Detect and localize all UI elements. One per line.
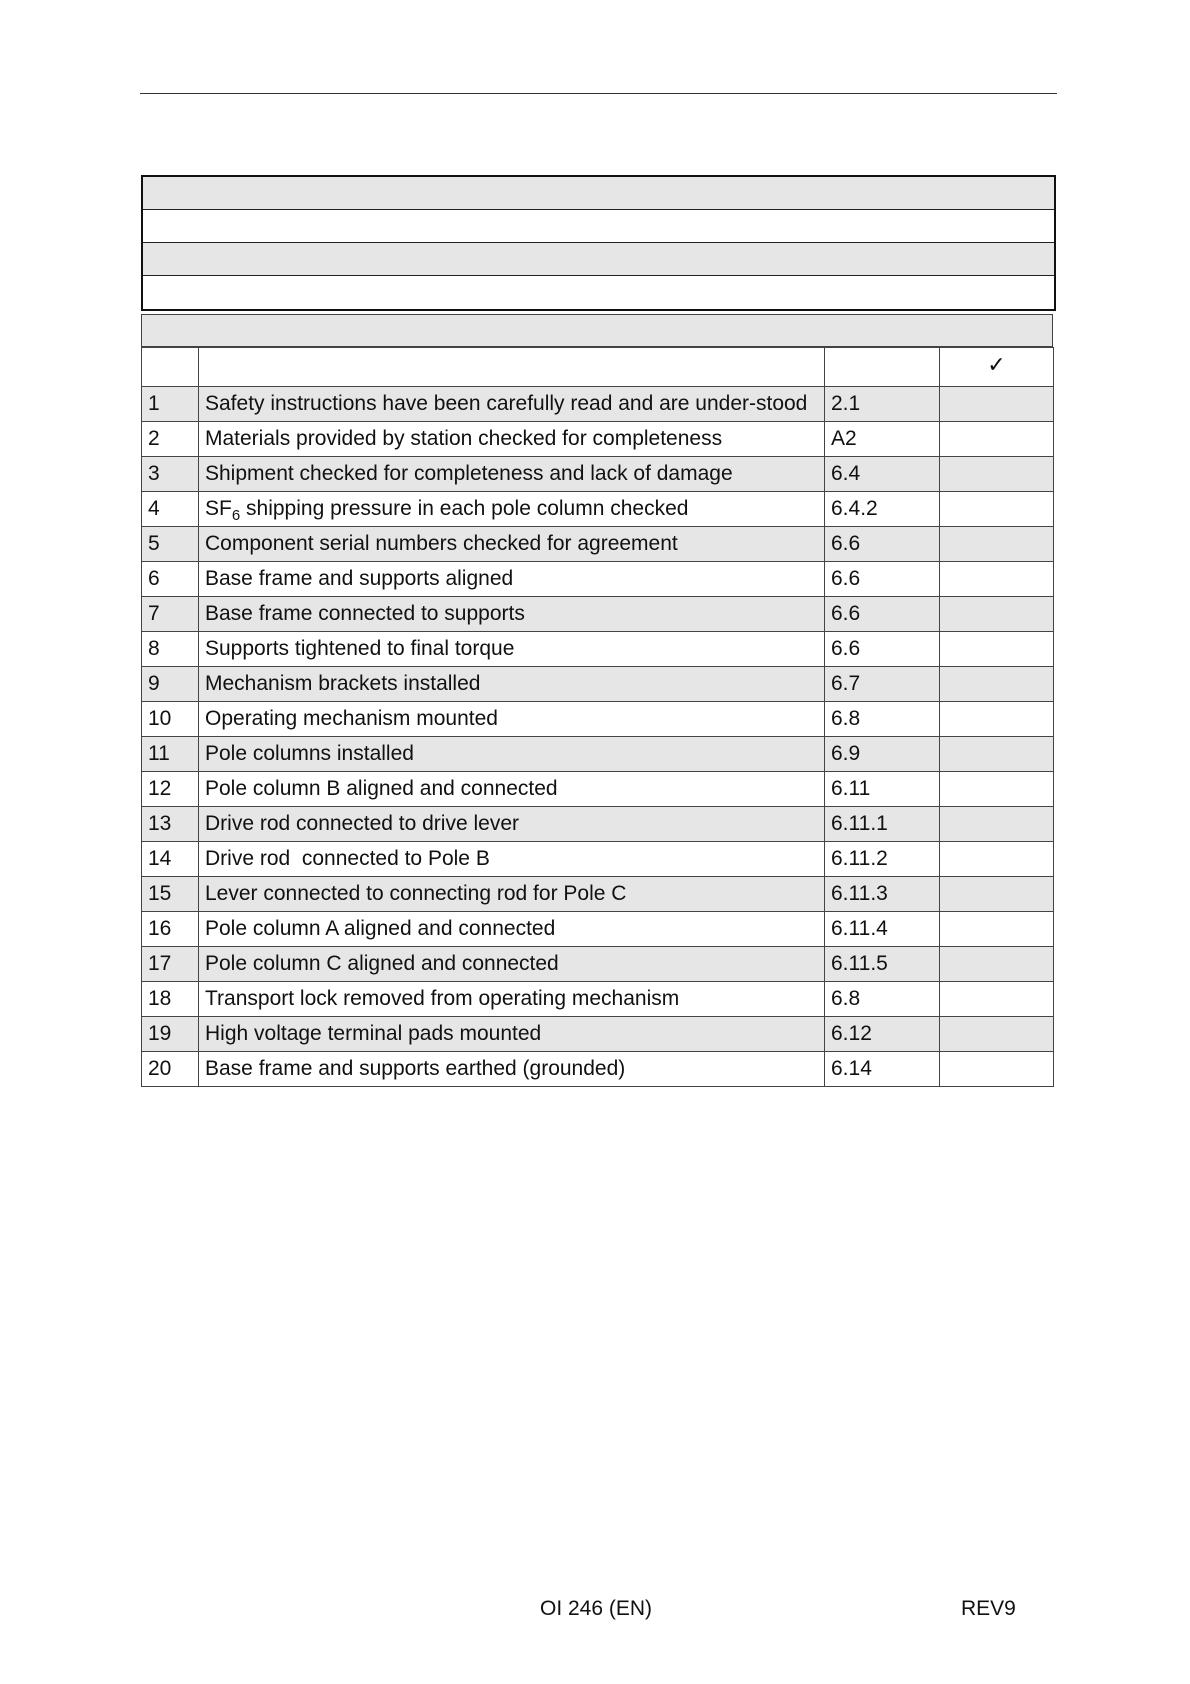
row-number: 17 xyxy=(142,947,199,982)
row-reference: 6.11.5 xyxy=(825,947,940,982)
row-description: Shipment checked for completeness and lack of damage xyxy=(199,457,825,492)
header-box xyxy=(141,175,1056,311)
header-row-3 xyxy=(143,243,1054,276)
row-description: Safety instructions have been carefully read and are under-stood xyxy=(199,387,825,422)
row-reference: 6.11.4 xyxy=(825,912,940,947)
row-description: Base frame and supports earthed (grounded) xyxy=(199,1052,825,1087)
row-number: 19 xyxy=(142,1017,199,1052)
section-bar xyxy=(141,314,1053,347)
row-number: 3 xyxy=(142,457,199,492)
row-reference: 6.11.2 xyxy=(825,842,940,877)
table-row xyxy=(142,842,1054,877)
table-row xyxy=(142,1017,1054,1052)
header-row-2 xyxy=(143,210,1054,243)
row-description: Pole column C aligned and connected xyxy=(199,947,825,982)
row-number: 13 xyxy=(142,807,199,842)
table-row xyxy=(142,772,1054,807)
row-reference: 6.9 xyxy=(825,737,940,772)
row-description: Component serial numbers checked for agreement xyxy=(199,527,825,562)
row-reference: 6.6 xyxy=(825,562,940,597)
row-number: 6 xyxy=(142,562,199,597)
row-reference: 6.8 xyxy=(825,982,940,1017)
table-row xyxy=(142,597,1054,632)
row-description: Supports tightened to final torque xyxy=(199,632,825,667)
row-number: 11 xyxy=(142,737,199,772)
row-description: Pole columns installed xyxy=(199,737,825,772)
row-check-box[interactable] xyxy=(940,947,1054,982)
row-number: 9 xyxy=(142,667,199,702)
table-row xyxy=(142,387,1054,422)
header-row-1 xyxy=(143,177,1054,210)
row-number: 10 xyxy=(142,702,199,737)
row-check-box[interactable] xyxy=(940,737,1054,772)
table-row xyxy=(142,877,1054,912)
description-header xyxy=(199,348,825,387)
row-check-box[interactable] xyxy=(940,527,1054,562)
header-row-4 xyxy=(143,276,1054,309)
table-row xyxy=(142,737,1054,772)
row-description: Drive rod connected to Pole B xyxy=(199,842,825,877)
row-number: 5 xyxy=(142,527,199,562)
row-description: Operating mechanism mounted xyxy=(199,702,825,737)
row-number: 2 xyxy=(142,422,199,457)
row-description: Pole column B aligned and connected xyxy=(199,772,825,807)
row-reference: 6.6 xyxy=(825,527,940,562)
row-check-box[interactable] xyxy=(940,912,1054,947)
table-row xyxy=(142,527,1054,562)
top-rule xyxy=(140,93,1057,94)
table-row xyxy=(142,667,1054,702)
row-check-box[interactable] xyxy=(940,387,1054,422)
checklist-header-row xyxy=(142,348,1054,387)
row-reference: 6.4.2 xyxy=(825,492,940,527)
row-check-box[interactable] xyxy=(940,772,1054,807)
row-check-box[interactable] xyxy=(940,982,1054,1017)
row-number: 8 xyxy=(142,632,199,667)
row-reference: 6.12 xyxy=(825,1017,940,1052)
row-reference: 6.6 xyxy=(825,632,940,667)
row-number: 7 xyxy=(142,597,199,632)
table-row xyxy=(142,562,1054,597)
row-number: 1 xyxy=(142,387,199,422)
row-reference: 2.1 xyxy=(825,387,940,422)
number-header xyxy=(142,348,199,387)
row-description: Pole column A aligned and connected xyxy=(199,912,825,947)
row-check-box[interactable] xyxy=(940,1017,1054,1052)
table-row xyxy=(142,702,1054,737)
row-check-box[interactable] xyxy=(940,597,1054,632)
row-description: Transport lock removed from operating mechanism xyxy=(199,982,825,1017)
row-description: Mechanism brackets installed xyxy=(199,667,825,702)
table-row xyxy=(142,457,1054,492)
row-description: Drive rod connected to drive lever xyxy=(199,807,825,842)
row-description xyxy=(199,492,825,527)
table-row xyxy=(142,807,1054,842)
row-check-box[interactable] xyxy=(940,1052,1054,1087)
row-description: Materials provided by station checked for completeness xyxy=(199,422,825,457)
row-check-box[interactable] xyxy=(940,807,1054,842)
table-row xyxy=(142,982,1054,1017)
reference-header xyxy=(825,348,940,387)
table-row xyxy=(142,1052,1054,1087)
row-reference: 6.4 xyxy=(825,457,940,492)
row-number: 4 xyxy=(142,492,199,527)
row-reference: 6.6 xyxy=(825,597,940,632)
row-reference: 6.8 xyxy=(825,702,940,737)
desc-subscript: 6 xyxy=(231,507,241,524)
row-description: Base frame and supports aligned xyxy=(199,562,825,597)
row-check-box[interactable] xyxy=(940,457,1054,492)
row-number: 16 xyxy=(142,912,199,947)
table-row xyxy=(142,947,1054,982)
row-description: Base frame connected to supports xyxy=(199,597,825,632)
row-reference: 6.11.3 xyxy=(825,877,940,912)
row-check-box[interactable] xyxy=(940,702,1054,737)
row-reference: A2 xyxy=(825,422,940,457)
row-check-box[interactable] xyxy=(940,667,1054,702)
row-description: Lever connected to connecting rod for Pole C xyxy=(199,877,825,912)
table-row xyxy=(142,912,1054,947)
row-check-box[interactable] xyxy=(940,877,1054,912)
table-row xyxy=(142,422,1054,457)
row-description: High voltage terminal pads mounted xyxy=(199,1017,825,1052)
desc-suffix: shipping pressure in each pole column checked xyxy=(240,497,689,520)
row-check-box[interactable] xyxy=(940,562,1054,597)
checkmark-header: ✓ xyxy=(940,348,1054,387)
table-row xyxy=(142,492,1054,527)
desc-prefix: SF xyxy=(205,497,232,520)
row-check-box[interactable] xyxy=(940,422,1054,457)
footer-document-id: OI 246 (EN) xyxy=(540,1597,653,1620)
row-number: 14 xyxy=(142,842,199,877)
row-number: 18 xyxy=(142,982,199,1017)
row-number: 12 xyxy=(142,772,199,807)
row-reference: 6.7 xyxy=(825,667,940,702)
row-check-box[interactable] xyxy=(940,632,1054,667)
footer-revision: REV9 xyxy=(961,1597,1016,1620)
row-reference: 6.14 xyxy=(825,1052,940,1087)
row-reference: 6.11 xyxy=(825,772,940,807)
row-check-box[interactable] xyxy=(940,492,1054,527)
table-row xyxy=(142,632,1054,667)
row-check-box[interactable] xyxy=(940,842,1054,877)
row-number: 20 xyxy=(142,1052,199,1087)
row-number: 15 xyxy=(142,877,199,912)
checklist-table xyxy=(141,347,1054,1087)
row-reference: 6.11.1 xyxy=(825,807,940,842)
